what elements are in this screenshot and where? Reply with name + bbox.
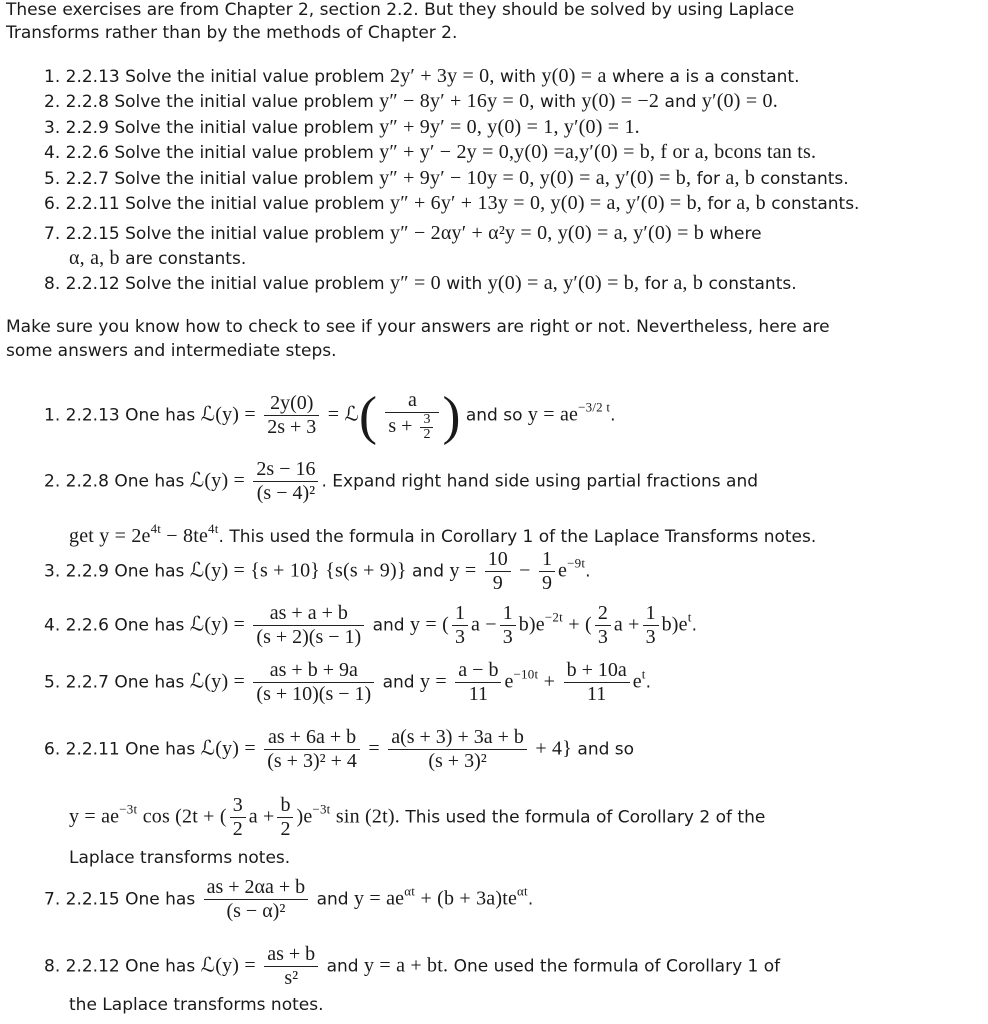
answer-item: 1. 2.2.13 One has ℒ(y) = $\frac{2y(0)}{2s + 3}$ = ℒ( a s + $\frac{3}{2}$ ) and so $y = ae^{-3/2 t}$. — [44, 385, 616, 446]
exercise-item: 6. 2.2.11 Solve the initial value problem y″ + 6y′ + 13y = 0, y(0) = a, y′(0) = b, for a, b constants. — [44, 192, 860, 214]
exercise-item: 7. 2.2.15 Solve the initial value problem y″ − 2αy′ + α²y = 0, y(0) = a, y′(0) = b where — [44, 222, 762, 244]
exercise-item-continuation: α, a, b are constants. — [69, 247, 247, 269]
answer-item: 4. 2.2.6 One has ℒ(y) = $\frac{as + a + b}{(s + 2)(s - 1)}$ and y = ( $\frac{1}{3}$ a − $\frac{1}{3}$ $b)e^{-2t}$ + ( $\frac{2}{3}$ a + $\frac{1}{3}$ $b)e^t$. — [44, 602, 697, 648]
exercise-item: 8. 2.2.12 Solve the initial value problem y″ = 0 with y(0) = a, y′(0) = b, for a, b constants. — [44, 272, 797, 294]
fraction: $\frac{10}{9}$ — [485, 548, 511, 595]
fraction: $\frac{2}{3}$ — [595, 602, 611, 649]
fraction: $\frac{2y(0)}{2s + 3}$ — [264, 392, 319, 439]
note-line-1: Make sure you know how to check to see if your answers are right or not. Nevertheless, here are — [6, 317, 830, 337]
answer-continuation: get $y = 2e^{4t} - 8te^{4t}$. This used the formula in Corollary 1 of the Laplace Transforms notes. — [69, 521, 817, 547]
answer-item: 8. 2.2.12 One has ℒ(y) = $\frac{as + b}{\text{s²}}$ and y = a + bt. One used the formula of Corollary 1 of — [44, 943, 781, 989]
fraction: $\frac{as + 2\alpha a + b}{\text{(s − α)²}}$ — [204, 876, 309, 923]
exercise-item: 3. 2.2.9 Solve the initial value problem y″ + 9y′ = 0, y(0) = 1, y′(0) = 1. — [44, 116, 640, 138]
answer-continuation: the Laplace transforms notes. — [69, 995, 324, 1015]
intro-line-2: Transforms rather than by the methods of Chapter 2. — [6, 23, 458, 43]
exercise-item: 2. 2.2.8 Solve the initial value problem y″ − 8y′ + 16y = 0, with y(0) = −2 and y′(0) = 0. — [44, 90, 778, 112]
answer-continuation: Laplace transforms notes. — [69, 848, 291, 868]
fraction: $\frac{3}{2}$ — [230, 794, 246, 841]
fraction: $\frac{b + 10a}{11}$ — [564, 659, 630, 706]
fraction: $\frac{a(s + 3) + 3a + b}{\text{(s + 3)²}}$ — [388, 726, 527, 773]
answer-item: 5. 2.2.7 One has ℒ(y) = $\frac{as + b + 9a}{(s + 10)(s - 1)}$ and y = $\frac{a - b}{11}$ $e^{-10t}$ + $\frac{b + 10a}{11}$ $e^t$. — [44, 659, 652, 705]
answer-item: 6. 2.2.11 One has ℒ(y) = $\frac{as + 6a + b}{\text{(s + 3)² + 4}}$ = $\frac{a(s + 3) + 3a + b}{\text{(s + 3)²}}$ + 4} and so — [44, 726, 635, 772]
fraction: $\frac{1}{3}$ — [643, 602, 659, 649]
answer-item: 2. 2.2.8 One has ℒ(y) = $\frac{2s - 16}{\text{(s − 4)²}}$ . Expand right hand side using partial fractions and — [44, 458, 759, 504]
fraction: $\frac{1}{3}$ — [452, 602, 468, 649]
intro-line-1: These exercises are from Chapter 2, section 2.2. But they should be solved by using Laplace — [6, 0, 795, 20]
answer-continuation: $y = ae^{-3t}$ cos (2t + ( $\frac{3}{2}$ a + $\frac{b}{2}$ )$e^{-3t}$ sin (2t). This used the formula of Corollary 2 of the — [69, 794, 766, 840]
fraction: $\frac{1}{3}$ — [500, 602, 516, 649]
note-line-2: some answers and intermediate steps. — [6, 341, 337, 361]
fraction: $\frac{a - b}{11}$ — [455, 659, 501, 706]
answer-item: 7. 2.2.15 One has $\frac{as + 2\alpha a + b}{\text{(s − α)²}}$ and $y = ae^{\alpha t} + (b + 3a)te^{\alpha t}$. — [44, 876, 534, 922]
exercise-item: 5. 2.2.7 Solve the initial value problem y″ + 9y′ − 10y = 0, y(0) = a, y′(0) = b, for a, b constants. — [44, 167, 849, 189]
answer-item: 3. 2.2.9 One has ℒ(y) = {s + 10} {s(s + 9)} and y = $\frac{10}{9}$ − $\frac{1}{9}$ $e^{-9t}$. — [44, 548, 591, 594]
exercise-item: 4. 2.2.6 Solve the initial value problem y″ + y′ − 2y = 0,y(0) =a,y′(0) = b, f or a, bcons tan ts. — [44, 141, 817, 163]
fraction: $\frac{as + b}{\text{s²}}$ — [264, 943, 318, 990]
fraction: $\frac{1}{9}$ — [539, 548, 555, 595]
fraction: $\frac{as + b + 9a}{(s + 10)(s - 1)}$ — [253, 659, 374, 706]
fraction: $\frac{b}{2}$ — [277, 794, 293, 841]
fraction: $\frac{as + a + b}{(s + 2)(s - 1)}$ — [253, 602, 364, 649]
fraction: $\frac{2s - 16}{\text{(s − 4)²}}$ — [253, 458, 318, 505]
fraction: a s + $\frac{3}{2}$ — [385, 389, 439, 442]
fraction: $\frac{as + 6a + b}{\text{(s + 3)² + 4}}$ — [264, 726, 360, 773]
exercise-item: 1. 2.2.13 Solve the initial value problem 2y′ + 3y = 0, with y(0) = a where a is a constant. — [44, 65, 800, 87]
